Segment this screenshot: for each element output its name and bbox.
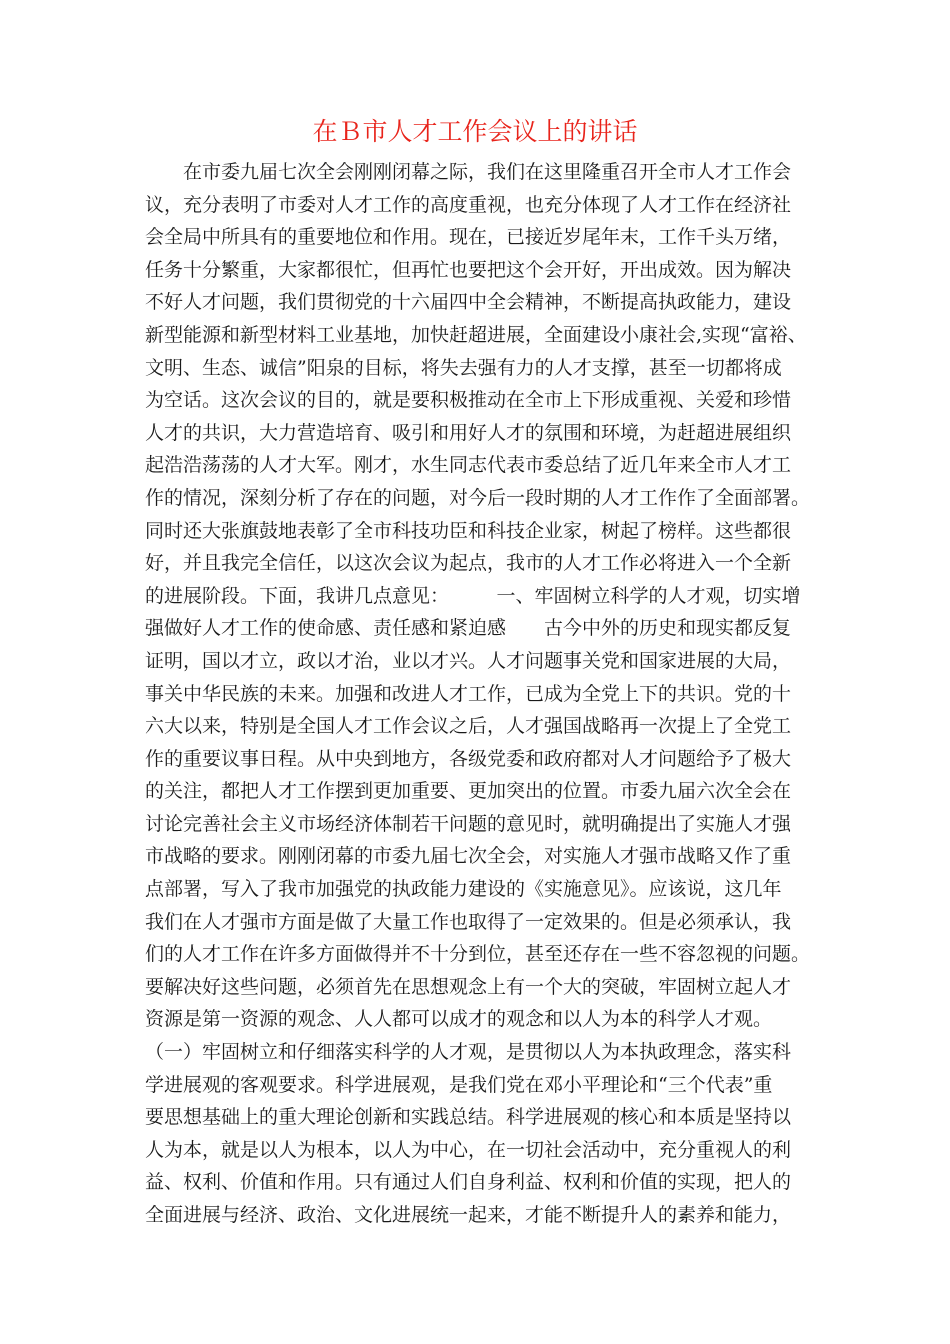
- body-line: 点部署，写入了我市加强党的执政能力建设的《实施意见》。应该说，这几年: [145, 878, 782, 901]
- body-line: 益、权利、价值和作用。只有通过人们自身利益、权利和价值的实现，把人的: [145, 1171, 792, 1194]
- body-line: （一）牢固树立和仔细落实科学的人才观，是贯彻以人为本执政理念，落实科: [145, 1041, 792, 1064]
- body-line: 新型能源和新型材料工业基地，加快赶超进展，全面建设小康社会,实现“富裕、: [145, 323, 807, 346]
- body-line: 六大以来，特别是全国人才工作会议之后，人才强国战略再一次提上了全党工: [145, 715, 792, 738]
- body-line: 要思想基础上的重大理论创新和实践总结。科学进展观的核心和本质是坚持以: [145, 1106, 792, 1129]
- document-body: [145, 156, 811, 1232]
- body-line: 要解决好这些问题，必须首先在思想观念上有一个大的突破，牢固树立起人才: [145, 975, 792, 998]
- body-line: 事关中华民族的未来。加强和改进人才工作，已成为全党上下的共识。党的十: [145, 682, 792, 705]
- body-line: 起浩浩荡荡的人才大军。刚才，水生同志代表市委总结了近几年来全市人才工: [145, 454, 792, 477]
- body-line: 好，并且我完全信任，以这次会议为起点，我市的人才工作必将进入一个全新: [145, 552, 792, 575]
- body-line: 学进展观的客观要求。科学进展观，是我们党在邓小平理论和“三个代表”重: [145, 1073, 773, 1096]
- body-line: 市战略的要求。刚刚闭幕的市委九届七次全会，对实施人才强市战略又作了重: [145, 845, 792, 868]
- body-line: 强做好人才工作的使命感、责任感和紧迫感 古今中外的历史和现实都反复: [145, 617, 792, 640]
- body-line: 们的人才工作在许多方面做得并不十分到位，甚至还存在一些不容忽视的问题。: [145, 943, 811, 966]
- body-line: 资源是第一资源的观念、人人都可以成才的观念和以人为本的科学人才观。: [145, 1008, 773, 1031]
- body-line: 为空话。这次会议的目的，就是要积极推动在全市上下形成重视、关爱和珍惜: [145, 389, 792, 412]
- body-line: 作的重要议事日程。从中央到地方，各级党委和政府都对人才问题给予了极大: [145, 747, 792, 770]
- body-line: 作的情况，深刻分析了存在的问题，对今后一段时期的人才工作作了全面部署。: [145, 486, 811, 509]
- document-title: 在Ｂ市人才工作会议上的讲话: [312, 117, 638, 146]
- body-line: 证明，国以才立，政以才治，业以才兴。人才问题事关党和国家进展的大局，: [145, 649, 792, 672]
- body-line: 同时还大张旗鼓地表彰了全市科技功臣和科技企业家，树起了榜样。这些都很: [145, 519, 792, 542]
- body-line: 全面进展与经济、政治、文化进展统一起来，才能不断提升人的素养和能力，: [145, 1204, 792, 1226]
- body-line: 议，充分表明了市委对人才工作的高度重视，也充分体现了人才工作在经济社: [145, 193, 792, 216]
- body-line: 的进展阶段。下面，我讲几点意见： 一、牢固树立科学的人才观，切实增: [145, 584, 801, 607]
- body-line: 人为本，就是以人为根本，以人为中心，在一切社会活动中，充分重视人的利: [145, 1138, 792, 1161]
- body-line: 的关注，都把人才工作摆到更加重要、更加突出的位置。市委九届六次全会在: [145, 780, 792, 803]
- body-line: 人才的共识，大力营造培育、吸引和用好人才的氛围和环境，为赶超进展组织: [145, 421, 792, 444]
- body-line: 文明、生态、诚信”阳泉的目标，将失去强有力的人才支撑，甚至一切都将成: [145, 356, 782, 379]
- body-line: 任务十分繁重，大家都很忙，但再忙也要把这个会开好，开出成效。因为解决: [145, 258, 792, 281]
- body-line: 在市委九届七次全会刚刚闭幕之际，我们在这里隆重召开全市人才工作会: [183, 161, 792, 183]
- body-line: 我们在人才强市方面是做了大量工作也取得了一定效果的。但是必须承认，我: [145, 910, 792, 933]
- body-line: 不好人才问题，我们贯彻党的十六届四中全会精神，不断提高执政能力，建设: [145, 291, 792, 314]
- body-line: 讨论完善社会主义市场经济体制若干问题的意见时，就明确提出了实施人才强: [145, 812, 792, 835]
- body-line: 会全局中所具有的重要地位和作用。现在，已接近岁尾年末，工作千头万绪，: [145, 226, 792, 249]
